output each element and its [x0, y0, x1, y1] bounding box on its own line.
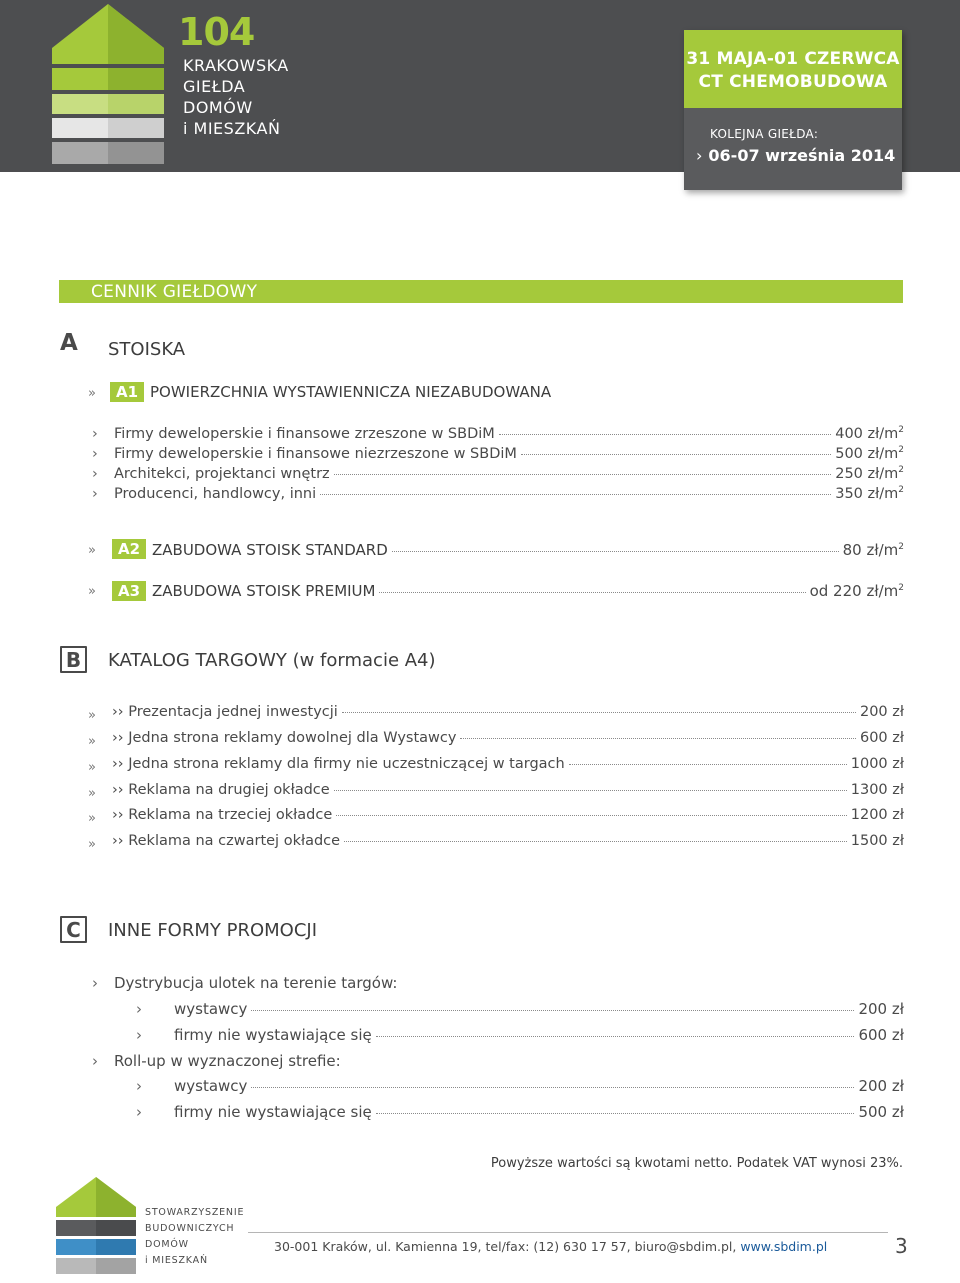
catalog-row	[112, 782, 904, 802]
price-row-value: 250 $zł/m^2$	[835, 465, 904, 482]
vat-footnote: Powyższe wartości są kwotami netto. Podatek VAT wynosi 23%.	[490, 1156, 903, 1171]
org-line: STOWARZYSZENIE	[145, 1207, 245, 1218]
catalog-row	[112, 704, 904, 724]
catalog-row-value: 1000 zł	[850, 756, 904, 772]
name-line: GIEŁDA	[183, 77, 246, 96]
dot-leader	[460, 738, 856, 739]
section-letter-c: C	[60, 916, 87, 943]
catalog-row-label: ›› Reklama na trzeciej okładce	[112, 807, 333, 823]
price-row-value: 350 $zł/m^2$	[835, 485, 904, 502]
org-line: DOMÓW	[145, 1239, 189, 1250]
promo-row-value: 200 zł	[858, 1077, 904, 1095]
promo-row	[136, 1077, 904, 1097]
double-chevron-icon: »	[88, 786, 96, 801]
promo-group-label	[92, 1052, 592, 1072]
dot-leader	[379, 592, 805, 593]
promo-row	[136, 1103, 904, 1123]
chevron-right-icon: ›	[136, 1103, 142, 1121]
section-title-c: INNE FORMY PROMOCJI	[108, 920, 318, 941]
date-box	[684, 30, 902, 190]
double-chevron-icon: »	[88, 811, 96, 826]
subsection-title-a1: POWIERZCHNIA WYSTAWIENNICZA NIEZABUDOWANA	[150, 383, 552, 401]
dot-leader	[569, 764, 847, 765]
name-line: i MIESZKAŃ	[183, 119, 281, 138]
promo-group-label	[92, 974, 592, 994]
sbdim-logo-icon	[56, 1177, 136, 1275]
chevron-right-icon: ›	[696, 146, 703, 165]
badge-a3: A3	[112, 581, 146, 601]
price-row-value: 80 $zł/m^2$	[842, 541, 904, 559]
catalog-row	[112, 833, 904, 853]
chevron-right-icon: ›	[92, 974, 98, 992]
dot-leader	[334, 474, 832, 475]
double-chevron-icon: »	[88, 543, 96, 558]
promo-row-value: 600 zł	[858, 1026, 904, 1044]
exhibition-number: 104	[178, 10, 255, 54]
chevron-right-icon: ›	[92, 445, 98, 462]
dot-leader	[376, 1036, 855, 1037]
catalog-row	[112, 807, 904, 827]
dot-leader	[336, 815, 846, 816]
next-exhibition-date	[696, 146, 895, 165]
address-text: 30-001 Kraków, ul. Kamienna 19, tel/fax: (12) 630 17 57, biuro@sbdim.pl,	[274, 1239, 741, 1254]
dot-leader	[499, 434, 831, 435]
price-list-bar	[59, 280, 903, 303]
price-row-a3	[152, 582, 904, 602]
name-line: KRAKOWSKA	[183, 56, 289, 75]
price-row-a2	[152, 541, 904, 561]
section-title-a: STOISKA	[108, 339, 186, 360]
chevron-right-icon: ›	[136, 1077, 142, 1095]
venue-line: CT CHEMOBUDOWA	[698, 72, 888, 92]
double-chevron-icon: »	[88, 734, 96, 749]
org-line: i MIESZKAŃ	[145, 1255, 208, 1266]
organization-name	[145, 1205, 244, 1269]
catalog-row-label: ›› Jedna strona reklamy dowolnej dla Wystawcy	[112, 730, 457, 746]
double-chevron-icon: »	[88, 760, 96, 775]
chevron-right-icon: ›	[92, 485, 98, 502]
dot-leader	[334, 790, 847, 791]
badge-a1: A1	[110, 382, 144, 402]
chevron-right-icon: ›	[136, 1026, 142, 1044]
subsection-title-a2: ZABUDOWA STOISK STANDARD	[152, 541, 388, 559]
section-letter-b: B	[60, 646, 87, 673]
catalog-row	[112, 756, 904, 776]
footer-address	[274, 1239, 827, 1254]
price-row	[92, 425, 904, 445]
catalog-row-label: ›› Prezentacja jednej inwestycji	[112, 704, 338, 720]
price-row	[92, 485, 904, 505]
promo-row-value: 200 zł	[858, 1000, 904, 1018]
dot-leader	[392, 551, 839, 552]
dot-leader	[376, 1113, 855, 1114]
dot-leader	[344, 841, 847, 842]
dot-leader	[342, 712, 856, 713]
price-list-title: CENNIK GIEŁDOWY	[91, 282, 258, 302]
dot-leader	[320, 494, 831, 495]
dot-leader	[521, 454, 831, 455]
price-row-label: Firmy deweloperskie i finansowe zrzeszone w SBDiM	[114, 425, 495, 442]
promo-row-value: 500 zł	[858, 1103, 904, 1121]
double-chevron-icon: »	[88, 386, 96, 401]
catalog-row-value: 1200 zł	[850, 807, 904, 823]
catalog-row-label: ›› Reklama na drugiej okładce	[112, 782, 330, 798]
name-line: DOMÓW	[183, 98, 253, 117]
event-date	[684, 30, 902, 108]
date-line: 31 MAJA-01 CZERWCA	[686, 49, 900, 69]
chevron-right-icon: ›	[92, 1052, 98, 1070]
catalog-row-value: 1300 zł	[850, 782, 904, 798]
house-logo-icon	[52, 4, 164, 166]
promo-row-label: firmy nie wystawiające się	[174, 1103, 372, 1121]
next-exhibition-label: KOLEJNA GIEŁDA:	[710, 127, 819, 141]
price-row	[92, 445, 904, 465]
price-row-label: Architekci, projektanci wnętrz	[114, 465, 330, 482]
chevron-right-icon: ›	[92, 425, 98, 442]
chevron-right-icon: ›	[92, 465, 98, 482]
double-chevron-icon: »	[88, 584, 96, 599]
promo-group-title: Dystrybucja ulotek na terenie targów:	[114, 974, 398, 992]
promo-row-label: wystawcy	[174, 1000, 248, 1018]
chevron-right-icon: ›	[136, 1000, 142, 1018]
price-row-label: Producenci, handlowcy, inni	[114, 485, 317, 502]
section-title-b: KATALOG TARGOWY (w formacie A4)	[108, 650, 436, 671]
next-date-text: 06-07 września 2014	[708, 146, 896, 165]
page-number: 3	[895, 1234, 908, 1258]
double-chevron-icon: »	[88, 708, 96, 723]
org-line: BUDOWNICZYCH	[145, 1223, 235, 1234]
promo-row-label: firmy nie wystawiające się	[174, 1026, 372, 1044]
promo-row-label: wystawcy	[174, 1077, 248, 1095]
catalog-row-label: ›› Reklama na czwartej okładce	[112, 833, 341, 849]
price-row-value: od 220 $zł/m^2$	[809, 582, 904, 600]
promo-row	[136, 1000, 904, 1020]
catalog-row-value: 600 zł	[859, 730, 904, 746]
dot-leader	[251, 1010, 854, 1011]
price-row-value: 400 $zł/m^2$	[835, 425, 904, 442]
header-banner	[0, 0, 960, 172]
price-row-value: 500 $zł/m^2$	[835, 445, 904, 462]
catalog-row-value: 1500 zł	[850, 833, 904, 849]
subsection-title-a3: ZABUDOWA STOISK PREMIUM	[152, 582, 376, 600]
promo-row	[136, 1026, 904, 1046]
catalog-row-value: 200 zł	[859, 704, 904, 720]
promo-group-title: Roll-up w wyznaczonej strefie:	[114, 1052, 341, 1070]
dot-leader	[251, 1087, 854, 1088]
exhibition-name	[183, 55, 289, 139]
price-row	[92, 465, 904, 485]
catalog-row-label: ›› Jedna strona reklamy dla firmy nie uczestniczącej w targach	[112, 756, 565, 772]
section-letter-a: A	[60, 330, 78, 356]
catalog-row	[112, 730, 904, 750]
website-link[interactable]: www.sbdim.pl	[740, 1239, 828, 1254]
footer-divider	[248, 1232, 888, 1233]
double-chevron-icon: »	[88, 837, 96, 852]
price-row-label: Firmy deweloperskie i finansowe niezrzeszone w SBDiM	[114, 445, 517, 462]
badge-a2: A2	[112, 539, 146, 559]
